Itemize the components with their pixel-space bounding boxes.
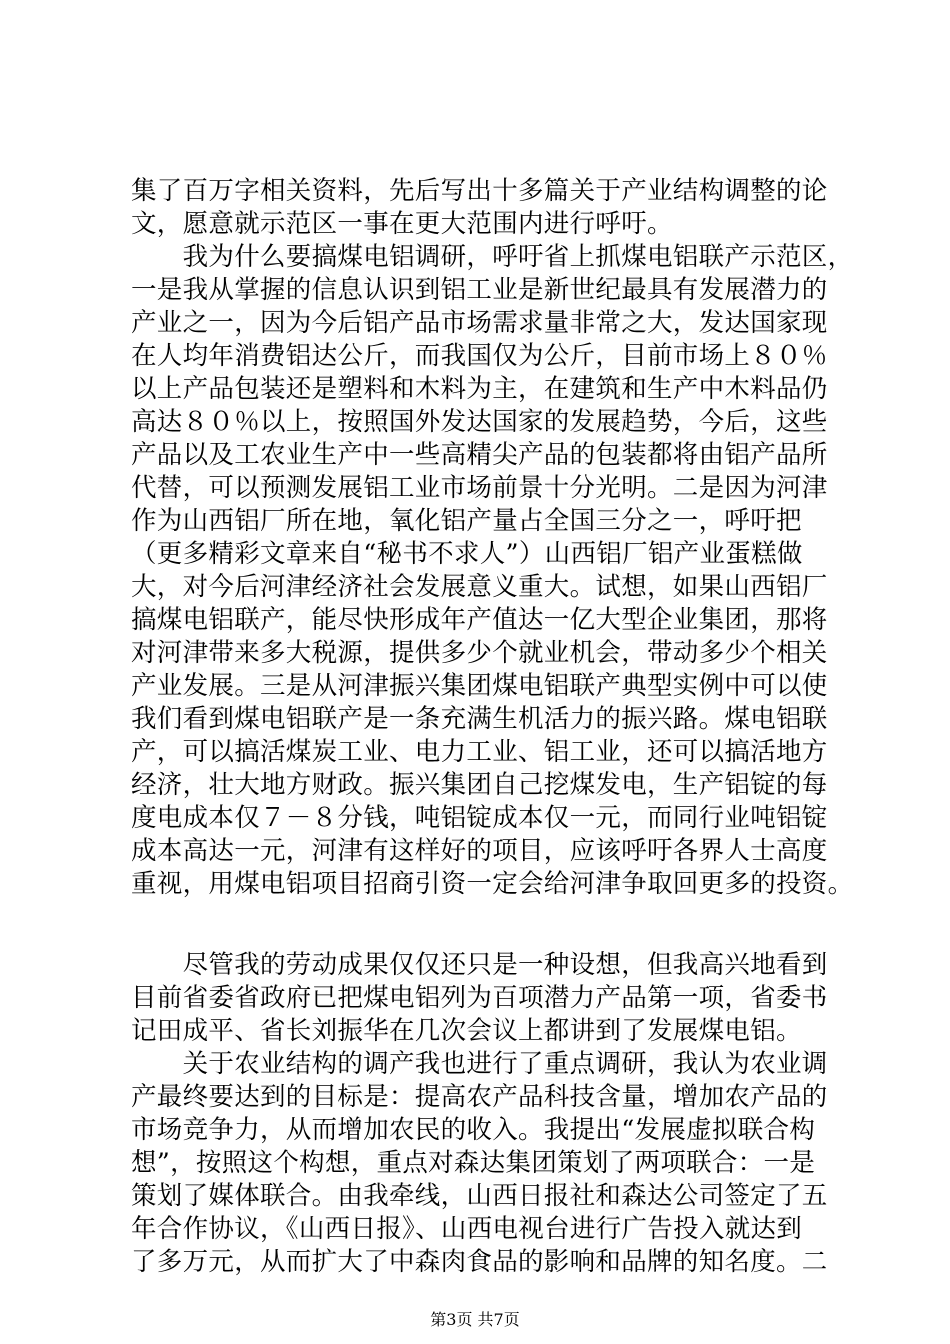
text-line: 度电成本仅７－８分钱，吨铝锭成本仅一元，而同行业吨铝锭 [131, 803, 828, 833]
page-number-footer: 第3页 共7页 [430, 1310, 520, 1329]
text-line: 记田成平、省长刘振华在几次会议上都讲到了发展煤电铝。 [131, 1016, 802, 1046]
text-line: 文，愿意就示范区一事在更大范围内进行呼吁。 [131, 209, 673, 239]
text-line: 搞煤电铝联产，能尽快形成年产值达一亿大型企业集团，那将 [131, 605, 828, 635]
text-line: 一是我从掌握的信息认识到铝工业是新世纪最具有发展潜力的 [131, 275, 828, 305]
text-line: 作为山西铝厂所在地，氧化铝产量占全国三分之一，呼吁把 [131, 506, 802, 536]
text-line: 年合作协议，《山西日报》、山西电视台进行广告投入就达到 [131, 1214, 803, 1244]
text-line: 以上产品包装还是塑料和木料为主，在建筑和生产中木料品仍 [131, 374, 828, 404]
text-line: 产业之一，因为今后铝产品市场需求量非常之大，发达国家现 [131, 308, 828, 338]
text-line: 目前省委省政府已把煤电铝列为百项潜力产品第一项，省委书 [131, 983, 828, 1013]
text-line: （更多精彩文章来自“秘书不求人”）山西铝厂铝产业蛋糕做 [131, 539, 803, 569]
text-line: 成本高达一元，河津有这样好的项目，应该呼吁各界人士高度 [131, 836, 828, 866]
text-line: 大，对今后河津经济社会发展意义重大。试想，如果山西铝厂 [131, 572, 828, 602]
text-line: 高达８０％以上，按照国外发达国家的发展趋势，今后，这些 [131, 407, 828, 437]
text-line: 策划了媒体联合。由我牵线，山西日报社和森达公司签定了五 [131, 1181, 828, 1211]
text-line: 了多万元，从而扩大了中森肉食品的影响和品牌的知名度。二 [131, 1247, 828, 1277]
text-line: 对河津带来多大税源，提供多少个就业机会，带动多少个相关 [131, 638, 828, 668]
text-line: 代替，可以预测发展铝工业市场前景十分光明。二是因为河津 [131, 473, 828, 503]
text-line: 产，可以搞活煤炭工业、电力工业、铝工业，还可以搞活地方 [131, 737, 828, 767]
text-line: 关于农业结构的调产我也进行了重点调研，我认为农业调 [131, 1049, 828, 1079]
text-line: 我们看到煤电铝联产是一条充满生机活力的振兴路。煤电铝联 [131, 704, 828, 734]
text-line: 尽管我的劳动成果仅仅还只是一种设想，但我高兴地看到 [131, 950, 828, 980]
text-line: 经济，壮大地方财政。振兴集团自己挖煤发电，生产铝锭的每 [131, 770, 828, 800]
text-line: 集了百万字相关资料，先后写出十多篇关于产业结构调整的论 [131, 176, 828, 206]
text-line: 产业发展。三是从河津振兴集团煤电铝联产典型实例中可以使 [131, 671, 828, 701]
text-line: 产最终要达到的目标是：提高农产品科技含量，增加农产品的 [131, 1082, 828, 1112]
text-line: 市场竞争力，从而增加农民的收入。我提出“发展虚拟联合构 [131, 1115, 816, 1145]
text-line: 想”，按照这个构想，重点对森达集团策划了两项联合：一是 [131, 1148, 816, 1178]
text-line: 在人均年消费铝达公斤，而我国仅为公斤，目前市场上８０％ [131, 341, 828, 371]
text-line: 产品以及工农业生产中一些高精尖产品的包装都将由铝产品所 [131, 440, 828, 470]
text-line: 我为什么要搞煤电铝调研，呼吁省上抓煤电铝联产示范区， [131, 242, 854, 272]
text-line: 重视，用煤电铝项目招商引资一定会给河津争取回更多的投资。 [131, 869, 854, 899]
